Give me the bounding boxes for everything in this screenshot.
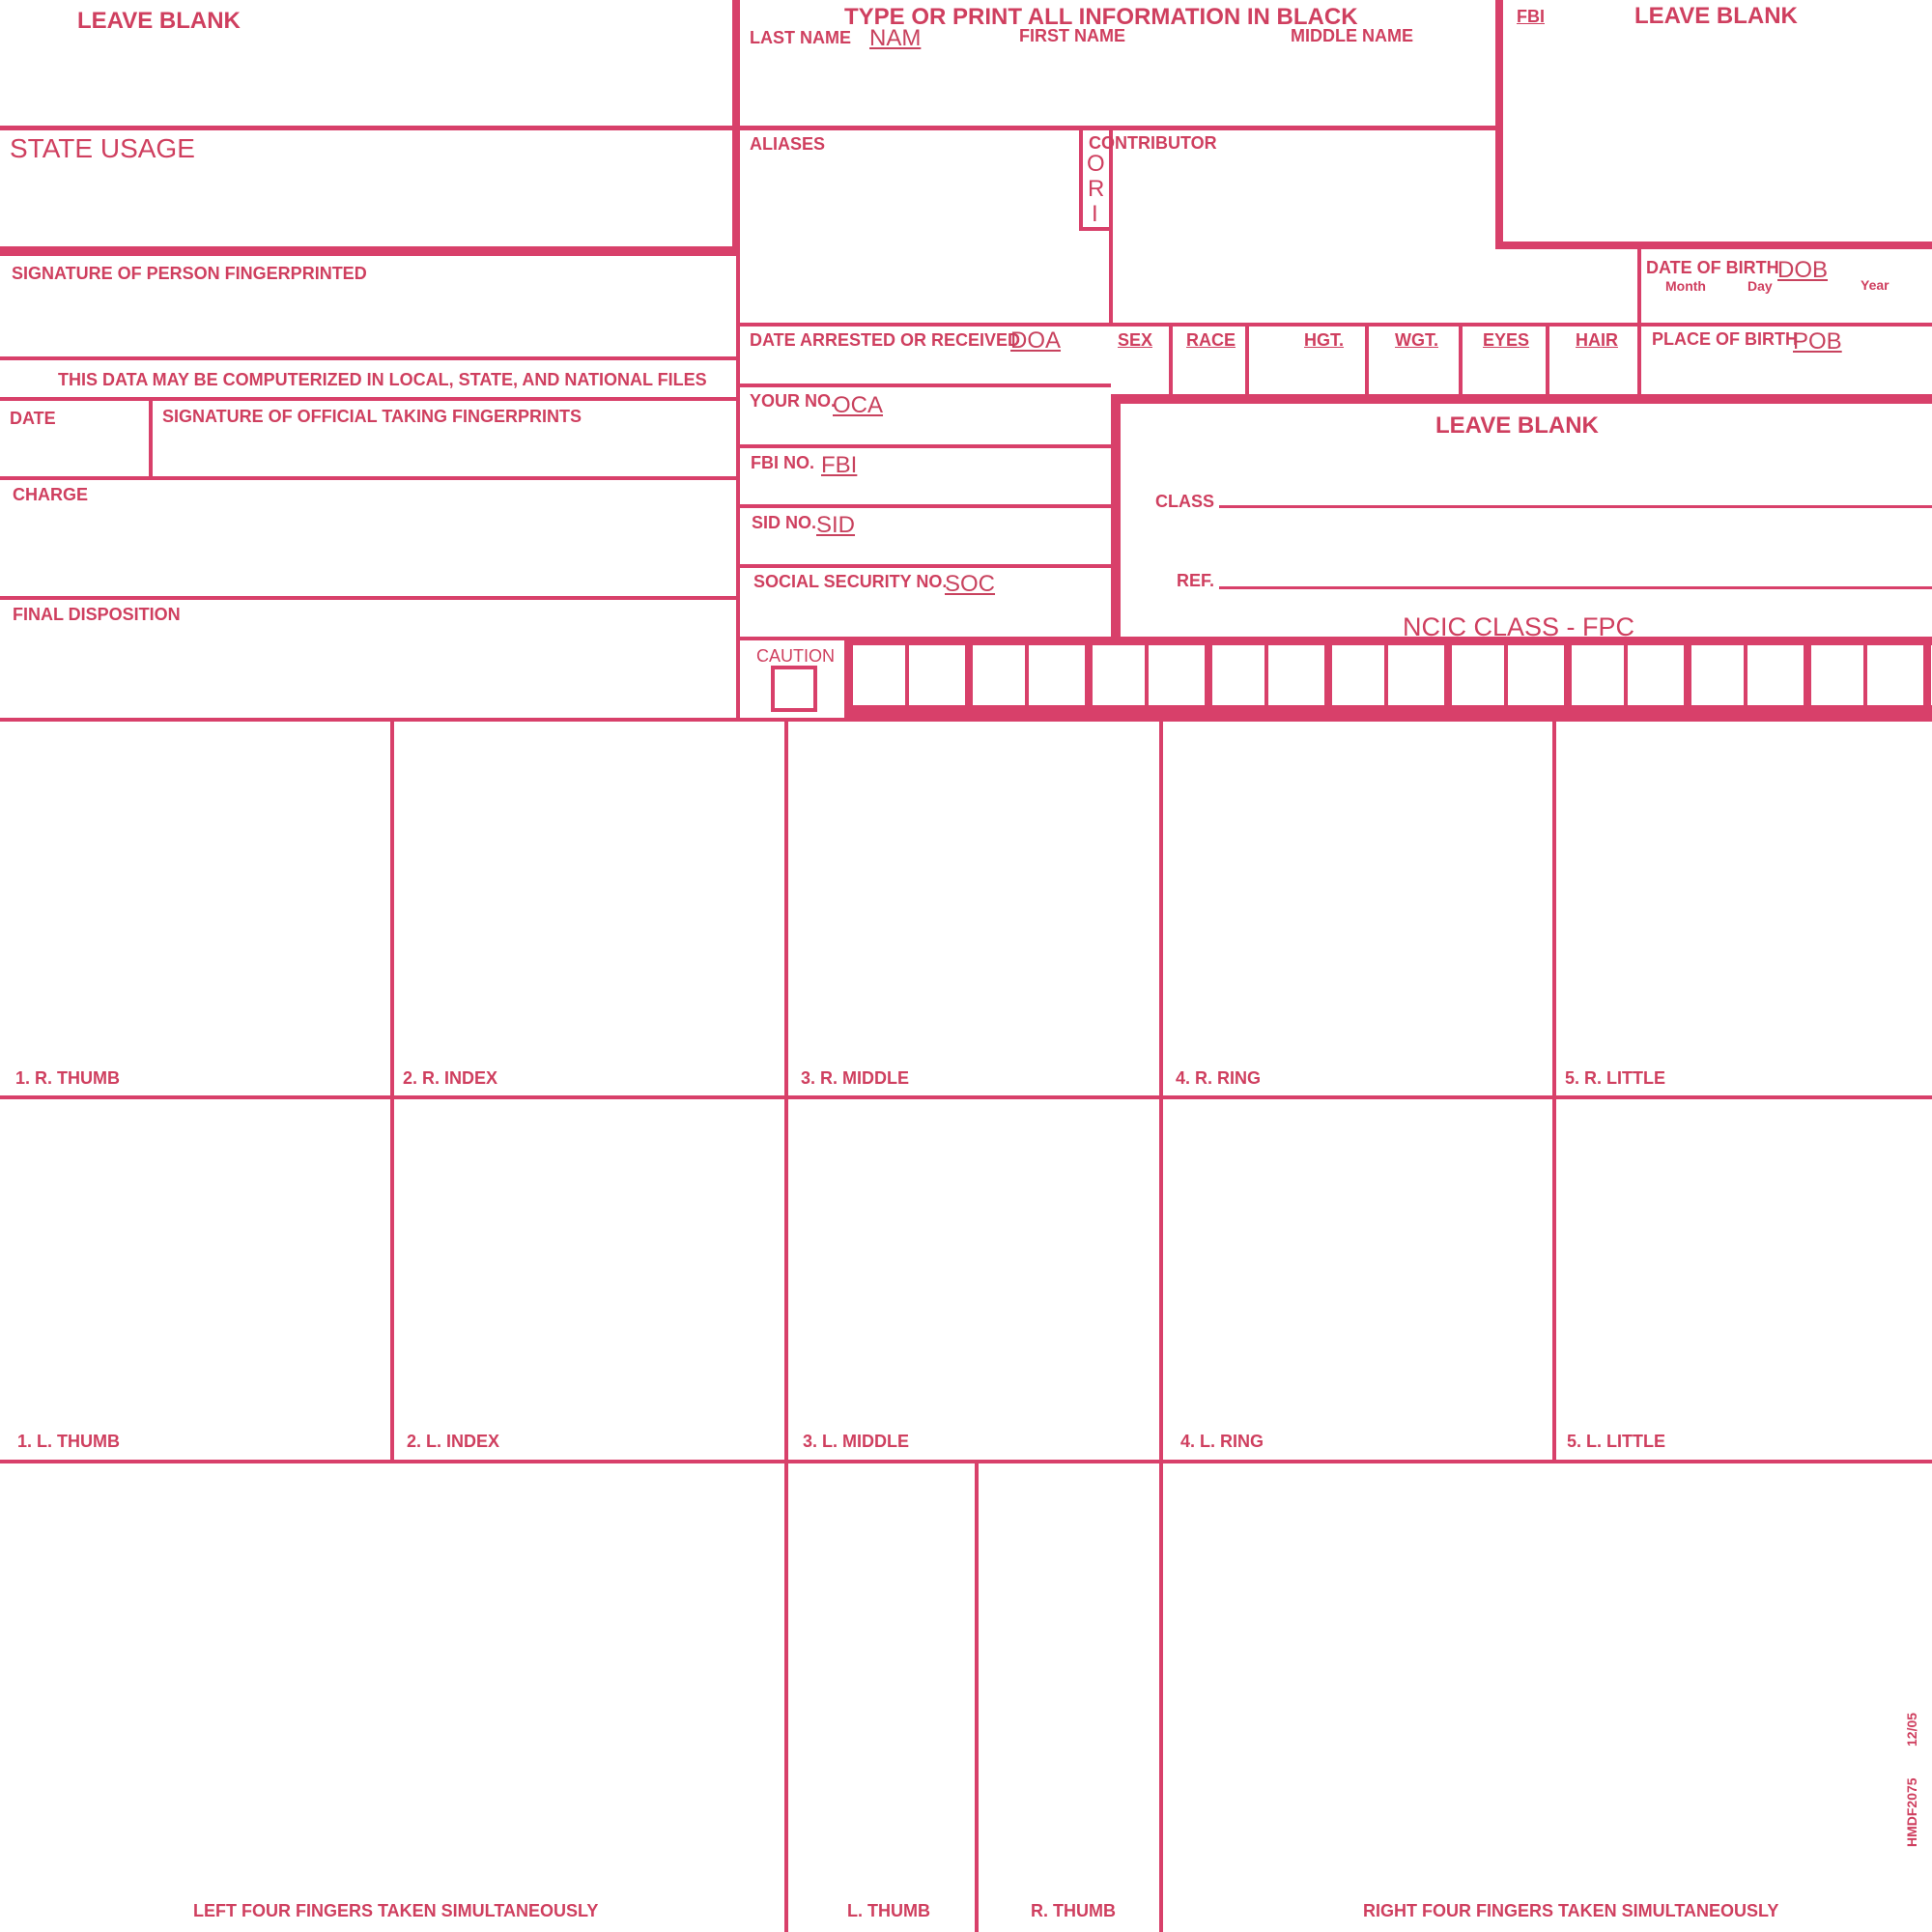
ncic-heading: NCIC CLASS - FPC xyxy=(1403,612,1635,641)
ncic-pair-separator xyxy=(1324,645,1332,705)
divider xyxy=(149,399,153,479)
divider xyxy=(0,476,740,480)
ori-letter-i: I xyxy=(1092,201,1098,227)
leave-blank-right: LEAVE BLANK xyxy=(1634,3,1798,29)
race-label: RACE xyxy=(1186,330,1236,350)
instruction-heading: TYPE OR PRINT ALL INFORMATION IN BLACK xyxy=(844,4,1358,30)
divider xyxy=(784,720,788,1932)
ncic-cell-divider xyxy=(1624,645,1628,705)
ncic-cell-divider xyxy=(1145,645,1149,705)
divider xyxy=(736,504,1111,508)
divider xyxy=(0,596,740,600)
divider xyxy=(1495,242,1932,249)
ncic-cell-divider xyxy=(1025,645,1029,705)
ncic-cell-divider xyxy=(905,645,909,705)
fbi-no-field[interactable]: FBI xyxy=(821,452,858,478)
divider xyxy=(1219,505,1932,508)
finger-l-index: 2. L. INDEX xyxy=(407,1432,500,1451)
divider xyxy=(1495,0,1503,249)
date-arrested-label: DATE ARRESTED OR RECEIVED xyxy=(750,330,1021,350)
divider xyxy=(844,705,1932,720)
contributor-label: CONTRIBUTOR xyxy=(1089,133,1217,153)
ncic-cell-divider xyxy=(1863,645,1867,705)
divider xyxy=(736,126,1499,130)
state-usage-label: STATE USAGE xyxy=(10,133,195,163)
dob-year-label: Year xyxy=(1861,277,1889,293)
divider xyxy=(1245,325,1249,396)
aliases-label: ALIASES xyxy=(750,134,826,154)
divider xyxy=(1079,227,1112,231)
ori-letter-r: R xyxy=(1088,176,1105,202)
ssn-label: SOCIAL SECURITY NO. xyxy=(753,572,948,591)
form-date: 12/05 xyxy=(1904,1712,1919,1747)
divider xyxy=(0,246,740,256)
signature-person-label: SIGNATURE OF PERSON FINGERPRINTED xyxy=(12,264,367,283)
finger-r-middle: 3. R. MIDDLE xyxy=(801,1068,910,1088)
divider xyxy=(975,1462,979,1932)
divider xyxy=(390,720,394,1462)
divider xyxy=(1159,720,1163,1932)
finger-l-little: 5. L. LITTLE xyxy=(1567,1432,1665,1451)
dob-field[interactable]: DOB xyxy=(1777,257,1829,283)
your-no-label: YOUR NO. xyxy=(750,391,837,411)
divider xyxy=(1637,246,1641,396)
last-name-label: LAST NAME xyxy=(750,28,851,47)
divider xyxy=(1079,128,1083,231)
divider xyxy=(736,323,1932,327)
leave-blank-left: LEAVE BLANK xyxy=(77,8,241,34)
divider xyxy=(1365,325,1369,396)
finger-r-index: 2. R. INDEX xyxy=(403,1068,498,1088)
class-label: CLASS xyxy=(1155,492,1215,511)
data-notice: THIS DATA MAY BE COMPUTERIZED IN LOCAL, STATE, AND NATIONAL FILES xyxy=(58,370,707,389)
wgt-label: WGT. xyxy=(1395,330,1438,350)
ssn-field[interactable]: SOC xyxy=(945,571,996,597)
caution-label: CAUTION xyxy=(756,646,835,666)
ori-letter-o: O xyxy=(1087,151,1105,177)
finger-r-ring: 4. R. RING xyxy=(1176,1068,1262,1088)
dob-label: DATE OF BIRTH xyxy=(1646,258,1779,277)
dob-day-label: Day xyxy=(1747,278,1773,294)
first-name-label: FIRST NAME xyxy=(1019,26,1125,45)
date-label: DATE xyxy=(10,409,56,428)
l-thumb-label: L. THUMB xyxy=(847,1901,930,1920)
ncic-pair-separator xyxy=(1085,645,1093,705)
ncic-cell-divider xyxy=(1264,645,1268,705)
r-thumb-label: R. THUMB xyxy=(1031,1901,1116,1920)
ncic-pair-separator xyxy=(1444,645,1452,705)
ncic-cell-divider xyxy=(1384,645,1388,705)
ncic-cell-divider xyxy=(1504,645,1508,705)
divider xyxy=(0,356,740,360)
finger-l-ring: 4. L. RING xyxy=(1180,1432,1264,1451)
divider xyxy=(736,0,740,720)
divider xyxy=(0,1460,1932,1463)
ncic-pair-separator xyxy=(1804,645,1811,705)
charge-label: CHARGE xyxy=(13,485,89,504)
ncic-pair-separator xyxy=(1564,645,1572,705)
fbi-no-label: FBI NO. xyxy=(751,453,814,472)
divider xyxy=(844,637,1932,645)
left-four-label: LEFT FOUR FINGERS TAKEN SIMULTANEOUSLY xyxy=(193,1901,599,1920)
ncic-cell-divider xyxy=(1744,645,1747,705)
dob-month-label: Month xyxy=(1665,278,1706,294)
divider xyxy=(0,126,736,130)
divider xyxy=(1546,325,1549,396)
divider xyxy=(0,397,740,401)
hair-label: HAIR xyxy=(1576,330,1618,350)
fbi-top-label: FBI xyxy=(1517,7,1545,26)
sid-no-label: SID NO. xyxy=(752,513,817,532)
date-arrested-field[interactable]: DOA xyxy=(1010,327,1062,354)
divider xyxy=(736,444,1111,448)
place-of-birth-label: PLACE OF BIRTH xyxy=(1652,329,1798,349)
eyes-label: EYES xyxy=(1483,330,1530,350)
last-name-field[interactable]: NAM xyxy=(869,25,922,51)
ncic-pair-separator xyxy=(1923,645,1931,705)
caution-checkbox[interactable] xyxy=(771,666,817,712)
finger-l-thumb: 1. L. THUMB xyxy=(17,1432,120,1451)
divider xyxy=(1111,394,1121,645)
right-four-label: RIGHT FOUR FINGERS TAKEN SIMULTANEOUSLY xyxy=(1363,1901,1779,1920)
form-id: HMDF2075 xyxy=(1904,1777,1919,1847)
signature-official-label: SIGNATURE OF OFFICIAL TAKING FINGERPRINTS xyxy=(162,407,582,426)
divider xyxy=(736,637,844,640)
divider xyxy=(1219,586,1932,589)
divider xyxy=(736,384,1111,387)
ncic-pair-separator xyxy=(1205,645,1212,705)
divider xyxy=(1552,720,1556,1462)
divider xyxy=(0,1095,1932,1099)
your-no-field[interactable]: OCA xyxy=(833,392,884,418)
ncic-pair-separator xyxy=(1684,645,1691,705)
hgt-label: HGT. xyxy=(1304,330,1345,350)
sex-label: SEX xyxy=(1118,330,1153,350)
ncic-pair-separator xyxy=(965,645,973,705)
finger-r-thumb: 1. R. THUMB xyxy=(15,1068,120,1088)
place-of-birth-field[interactable]: POB xyxy=(1793,328,1842,355)
final-disposition-label: FINAL DISPOSITION xyxy=(13,605,181,624)
finger-l-middle: 3. L. MIDDLE xyxy=(803,1432,910,1451)
divider xyxy=(1169,325,1173,396)
sid-no-field[interactable]: SID xyxy=(816,512,856,538)
finger-r-little: 5. R. LITTLE xyxy=(1565,1068,1666,1088)
divider xyxy=(1459,325,1463,396)
leave-blank-class-heading: LEAVE BLANK xyxy=(1435,412,1599,439)
middle-name-label: MIDDLE NAME xyxy=(1291,26,1413,45)
divider xyxy=(736,564,1111,568)
divider xyxy=(1111,394,1932,404)
ref-label: REF. xyxy=(1177,571,1215,590)
